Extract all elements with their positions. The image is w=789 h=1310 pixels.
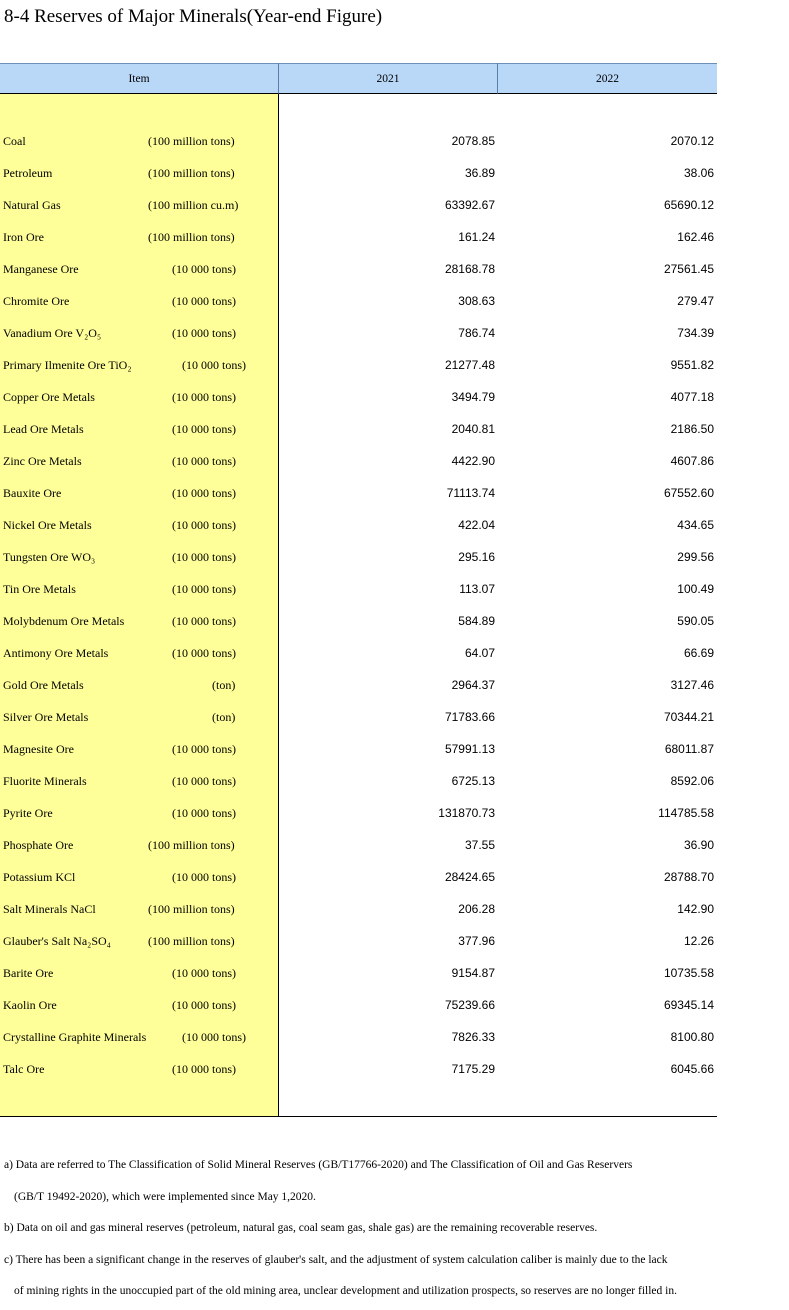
mineral-name: Molybdenum Ore Metals [3,614,125,628]
table-row [0,541,717,573]
mineral-name: Vanadium Ore V₂O₅ [3,326,102,340]
mineral-unit: (10 000 tons) [172,966,236,980]
value-2021: 7826.33 [451,1030,495,1044]
value-2021: 786.74 [458,326,495,340]
table-row [0,861,717,893]
mineral-unit: (10 000 tons) [172,582,236,596]
value-2021: 206.28 [458,902,495,916]
value-2021: 308.63 [458,294,495,308]
footnote-a-continued: (GB/T 19492-2020), which were implemented since May 1,2020. [14,1190,316,1203]
value-2022: 68011.87 [664,742,714,756]
value-2021: 71113.74 [446,486,495,500]
table-row [0,1021,717,1053]
mineral-name: Copper Ore Metals [3,390,95,404]
mineral-unit: (10 000 tons) [172,774,236,788]
page-title: 8-4 Reserves of Major Minerals(Year-end Figure) [4,6,383,27]
value-2021: 28168.78 [444,262,495,276]
mineral-unit: (10 000 tons) [172,550,236,564]
table-row [0,605,717,637]
header-item: Item [0,63,279,94]
table-row [0,477,717,509]
footnote-c: c) There has been a significant change in the reserves of glauber's salt, and the adjustment of system calculation caliber is mainly due to the lack [4,1253,668,1266]
table-row [0,221,717,253]
value-2021: 131870.73 [438,806,495,820]
mineral-name: Tin Ore Metals [3,582,76,596]
mineral-name: Bauxite Ore [3,486,62,500]
mineral-name: Kaolin Ore [3,998,57,1012]
value-2022: 28788.70 [663,870,714,884]
value-2022: 2186.50 [670,422,714,436]
mineral-name: Chromite Ore [3,294,70,308]
value-2021: 21277.48 [444,358,495,372]
value-2021: 377.96 [458,934,495,948]
mineral-unit: (10 000 tons) [172,294,236,308]
mineral-name: Coal [3,134,26,148]
value-2022: 66.69 [683,646,714,660]
value-2021: 422.04 [458,518,495,532]
table-row [0,317,717,349]
table-row [0,413,717,445]
mineral-unit: (100 million cu.m) [148,198,239,212]
mineral-name: Crystalline Graphite Minerals [3,1030,147,1044]
mineral-unit: (10 000 tons) [172,646,236,660]
value-2021: 64.07 [464,646,495,660]
table-row [0,573,717,605]
mineral-name: Talc Ore [3,1062,45,1076]
table-row [0,669,717,701]
mineral-name: Salt Minerals NaCl [3,902,96,916]
value-2021: 4422.90 [451,454,495,468]
header-year-2022: 2022 [498,63,717,94]
value-2021: 28424.65 [444,870,495,884]
mineral-name: Primary Ilmenite Ore TiO₂ [3,358,132,372]
mineral-name: Barite Ore [3,966,54,980]
table-row [0,765,717,797]
value-2022: 27561.45 [663,262,714,276]
value-2022: 69345.14 [663,998,714,1012]
mineral-name: Tungsten Ore WO₃ [3,550,96,564]
value-2021: 36.89 [464,166,495,180]
table-row [0,157,717,189]
mineral-unit: (10 000 tons) [172,454,236,468]
mineral-name: Iron Ore [3,230,44,244]
value-2022: 4607.86 [670,454,714,468]
mineral-name: Phosphate Ore [3,838,74,852]
mineral-name: Manganese Ore [3,262,79,276]
mineral-unit: (100 million tons) [148,902,235,916]
table-row [0,349,717,381]
mineral-unit: (100 million tons) [148,934,235,948]
mineral-unit: (10 000 tons) [182,358,246,372]
table-row [0,381,717,413]
mineral-unit: (10 000 tons) [172,262,236,276]
value-2021: 71783.66 [444,710,495,724]
value-2021: 295.16 [458,550,495,564]
value-2022: 734.39 [677,326,714,340]
mineral-unit: (10 000 tons) [172,870,236,884]
footnote-c-continued: of mining rights in the unoccupied part of the old mining area, unclear development and utilization prospects, so reserves are no longer filled in. [14,1285,677,1297]
table-row [0,957,717,989]
mineral-name: Glauber's Salt Na₂SO₄ [3,934,111,948]
mineral-unit: (100 million tons) [148,838,235,852]
mineral-name: Potassium KCl [3,870,76,884]
footnote-a: a) Data are referred to The Classification of Solid Mineral Reserves (GB/T17766-2020) and The Classification of Oil and Gas Reservers [4,1159,633,1171]
table-row [0,189,717,221]
value-2022: 9551.82 [670,358,714,372]
table-row [0,989,717,1021]
mineral-unit: (10 000 tons) [172,742,236,756]
table-row [0,637,717,669]
table-row [0,893,717,925]
mineral-name: Petroleum [3,166,53,180]
value-2021: 6725.13 [451,774,495,788]
value-2021: 3494.79 [451,390,495,404]
table-row [0,701,717,733]
mineral-unit: (10 000 tons) [172,1062,236,1076]
value-2021: 75239.66 [444,998,495,1012]
mineral-unit: (10 000 tons) [172,614,236,628]
table-row [0,285,717,317]
value-2021: 37.55 [464,838,495,852]
value-2022: 299.56 [677,550,714,564]
mineral-unit: (10 000 tons) [172,422,236,436]
reserves-table [0,63,717,1117]
value-2021: 9154.87 [451,966,495,980]
value-2022: 65690.12 [663,198,714,212]
mineral-unit: (10 000 tons) [172,390,236,404]
value-2022: 67552.60 [663,486,714,500]
mineral-unit: (100 million tons) [148,134,235,148]
value-2022: 279.47 [677,294,714,308]
value-2022: 114785.58 [658,806,714,820]
value-2022: 100.49 [677,582,714,596]
value-2022: 36.90 [683,838,714,852]
value-2021: 2040.81 [451,422,495,436]
table-row [0,445,717,477]
table-row [0,1053,717,1085]
value-2022: 38.06 [683,166,714,180]
table-row [0,733,717,765]
mineral-unit: (10 000 tons) [172,518,236,532]
mineral-unit: (10 000 tons) [172,486,236,500]
mineral-name: Fluorite Minerals [3,774,87,788]
value-2022: 6045.66 [670,1062,714,1076]
mineral-unit: (10 000 tons) [182,1030,246,1044]
table-row [0,829,717,861]
mineral-unit: (ton) [212,678,236,692]
value-2021: 113.07 [459,582,495,596]
value-2021: 7175.29 [451,1062,495,1076]
table-row [0,509,717,541]
mineral-name: Silver Ore Metals [3,710,89,724]
table-row [0,797,717,829]
value-2022: 434.65 [677,518,714,532]
value-2022: 12.26 [683,934,714,948]
footnotes [4,1150,784,1308]
value-2022: 8100.80 [670,1030,714,1044]
value-2021: 2078.85 [451,134,495,148]
mineral-name: Magnesite Ore [3,742,74,756]
value-2021: 2964.37 [451,678,495,692]
value-2022: 142.90 [677,902,714,916]
value-2021: 57991.13 [444,742,495,756]
value-2021: 584.89 [458,614,495,628]
value-2021: 161.24 [458,230,495,244]
value-2022: 590.05 [677,614,714,628]
table-row [0,253,717,285]
value-2021: 63392.67 [444,198,495,212]
table-row [0,125,717,157]
value-2022: 10735.58 [663,966,714,980]
header-year-2021: 2021 [279,63,498,94]
value-2022: 8592.06 [670,774,714,788]
mineral-unit: (100 million tons) [148,166,235,180]
value-2022: 4077.18 [670,390,714,404]
value-2022: 3127.46 [670,678,714,692]
mineral-unit: (ton) [212,710,236,724]
table-row [0,925,717,957]
value-2022: 2070.12 [670,134,714,148]
mineral-unit: (10 000 tons) [172,326,236,340]
value-2022: 162.46 [677,230,714,244]
mineral-name: Natural Gas [3,198,61,212]
mineral-unit: (10 000 tons) [172,998,236,1012]
mineral-unit: (100 million tons) [148,230,235,244]
mineral-name: Lead Ore Metals [3,422,84,436]
mineral-name: Gold Ore Metals [3,678,84,692]
mineral-name: Zinc Ore Metals [3,454,82,468]
table-bottom-rule [0,1116,717,1117]
value-2022: 70344.21 [663,710,714,724]
footnote-b: b) Data on oil and gas mineral reserves (petroleum, natural gas, coal seam gas, shale gas) are the remaining recoverable reserves. [4,1222,598,1234]
mineral-name: Antimony Ore Metals [3,646,109,660]
mineral-unit: (10 000 tons) [172,806,236,820]
mineral-name: Pyrite Ore [3,806,53,820]
mineral-name: Nickel Ore Metals [3,518,92,532]
